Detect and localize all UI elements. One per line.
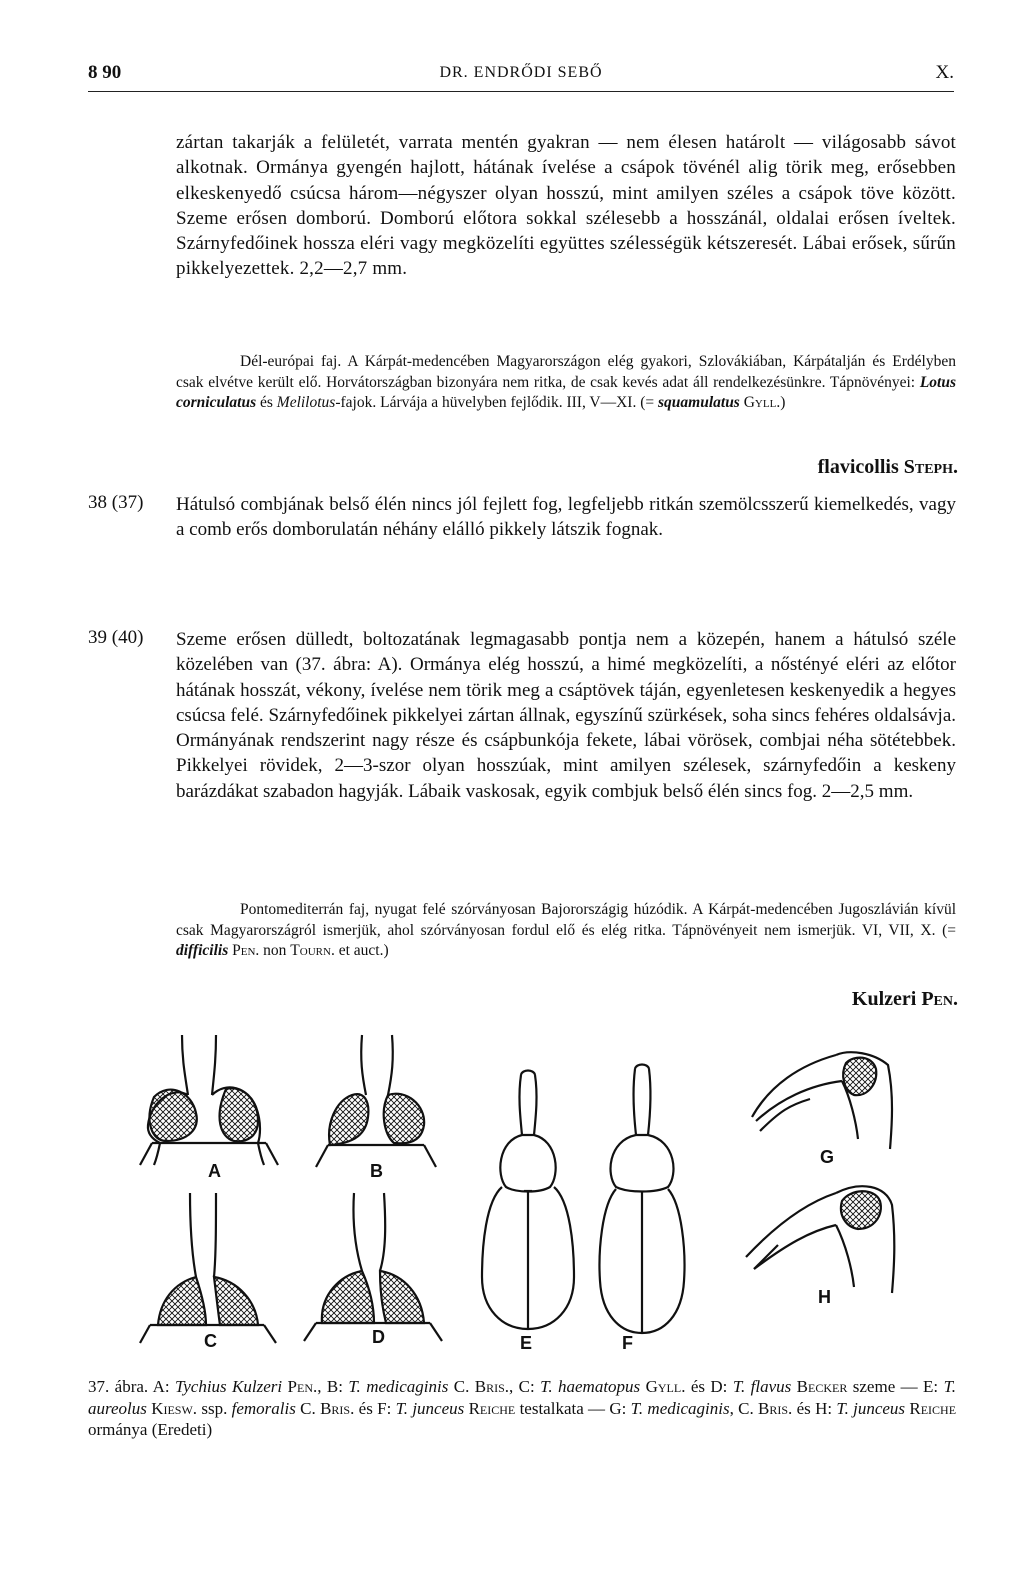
synonym-name: difficilis <box>176 942 229 959</box>
note-text: és <box>256 394 277 411</box>
species-name: flavicollis <box>817 456 899 478</box>
synonym-name: squamulatus <box>658 394 740 411</box>
running-header <box>88 62 954 92</box>
species-heading-flavicollis: flavicollis Steph. <box>817 456 958 478</box>
drawing-e-body <box>482 1071 574 1330</box>
species-author: Steph <box>903 456 953 478</box>
couplet-text-38: Hátulsó combjának belső élén nincs jól fejlett fog, legfeljebb ritkán szemölcsszerű kiemelkedés, vagy a comb erős domborulatán néhány elálló pikkely látszik fognak. <box>176 494 956 541</box>
figure-label-f: F <box>622 1333 633 1353</box>
drawing-c-eye <box>140 1193 276 1343</box>
figure-label-h: H <box>818 1287 831 1307</box>
note-text: -fajok. Lárvája a hüvelyben fejlődik. III, V—XI. (= <box>335 394 658 411</box>
species-name: Kulzeri <box>851 988 917 1010</box>
chapter-number: X. <box>935 62 954 83</box>
species-author: Pen <box>921 988 953 1010</box>
drawing-b-eye <box>316 1035 436 1167</box>
distribution-note-kulzeri: Pontomediterrán faj, nyugat felé szórványosan Bajorországig húzódik. A Kárpát-medencében Jugoszlávián kívül csak Magyarországról ismerjük, ahol szórványosan fordul elő és elég ritka. Tápnövényeit nem ismerjük. VI, VII, X. (= difficilis Pen. non Tourn. et auct.) <box>176 901 956 959</box>
figure-label-g: G <box>820 1147 835 1167</box>
header-rule <box>88 91 954 92</box>
drawing-f-body <box>600 1065 685 1334</box>
couplet-number-39: 39 (40) <box>88 627 144 648</box>
plant-name: Lotus corniculatus <box>176 373 956 411</box>
synonym-author: Gyll <box>743 394 777 411</box>
figure-label-a: A <box>208 1161 221 1181</box>
synonym-author: Tourn <box>290 942 331 959</box>
couplet-text-39: Szeme erősen dülledt, boltozatának legmagasabb pontja nem a közepén, hanem a hátulsó széle közelében van (37. ábra: A). Ormánya elég hosszú, a himé megközelíti, a nőstényé eléri az előtor hátának hosszát, vékony, ívelése nem törik meg a csáptövek táján, egyenletesen keskenyedik a hegyes csúcsa felé. Szárnyfedőinek pikkelyei zártan állnak, egyszínű szürkések, soha sincs fehéres oldalsávja. Ormányának rendszerint nagy része és csápbunkója fekete, lábai vörösek, combjai néha sötétebbek. Pikkelyei rövidek, 2—3-szor olyan hosszúak, mint amilyen szélesek, szárnyfedőin a keskeny barázdákat szabadon hagyják. Lábaik vaskosak, egyik combjuk belső élén sincs fog. 2—2,5 mm. <box>176 629 956 802</box>
species-heading-kulzeri: Kulzeri Pen. <box>851 988 958 1010</box>
figure-37 <box>130 1025 960 1360</box>
figure-label-e: E <box>520 1333 533 1353</box>
figure-label-d: D <box>372 1327 385 1347</box>
synonym-author: Pen <box>232 942 256 959</box>
plant-genus: Melilotus <box>276 394 336 411</box>
author-header: DR. ENDRŐDI SEBŐ <box>439 64 603 81</box>
drawing-g-rostrum <box>752 1052 892 1149</box>
figure-caption: 37. ábra. A: Tychius Kulzeri Pen., B: T. medicaginis C. Bris., C: T. haematopus Gyll. és D: T. flavus Becker szeme — E: T. aureolus Kiesw. ssp. femoralis C. Bris. és F: T. junceus Reiche testalkata — G: T. medicaginis, C. Bris. és H: T. junceus Reiche ormánya (Eredeti) <box>88 1377 957 1439</box>
figure-label-b: B <box>370 1161 383 1181</box>
drawing-h-rostrum <box>746 1186 894 1293</box>
distribution-note-flavicollis: Dél-európai faj. A Kárpát-medencében Magyarországon elég gyakori, Szlovákiában, Kárpátalján és Erdélyben csak elvétve került elő. Horvátországban bizonyára nem ritka, de csak kevés adat áll rendelkezésünkre. Tápnövényei: Lotus corniculatus és Melilotus-fajok. Lárvája a hüvelyben fejlődik. III, V—XI. (= squamulatus Gyll.) <box>176 353 956 411</box>
body-paragraph-continued: zártan takarják a felületét, varrata mentén gyakran — nem élesen határolt — világosabb sávot alkotnak. Ormánya gyengén hajlott, hátának ívelése a csápok tövénél alig törik meg, erősebben elkeskenyedő csúcsa három—négyszer olyan hosszú, mint amilyen széles a csápok töve között. Szeme erősen domború. Domború előtora sokkal szélesebb a hosszánál, oldalai erősen íveltek. Szárnyfedőinek hossza eléri vagy megközelíti együttes szélességük kétszeresét. Lábai erősek, sűrűn pikkelyezettek. 2,2—2,7 mm. <box>176 132 956 280</box>
drawing-a-eye <box>140 1035 278 1165</box>
page-number: 8 90 <box>88 62 122 83</box>
note-text: Dél-európai faj. A Kárpát-medencében Magyarországon elég gyakori, Szlovákiában, Kárpátalján és Erdélyben csak elvétve került elő. Horvátországban bizonyára nem ritka, de csak kevés adat áll rendelkezésünkre. Tápnövényei: <box>176 353 956 391</box>
figure-label-c: C <box>204 1331 217 1351</box>
drawing-d-eye <box>304 1193 442 1341</box>
couplet-number-38: 38 (37) <box>88 492 144 513</box>
